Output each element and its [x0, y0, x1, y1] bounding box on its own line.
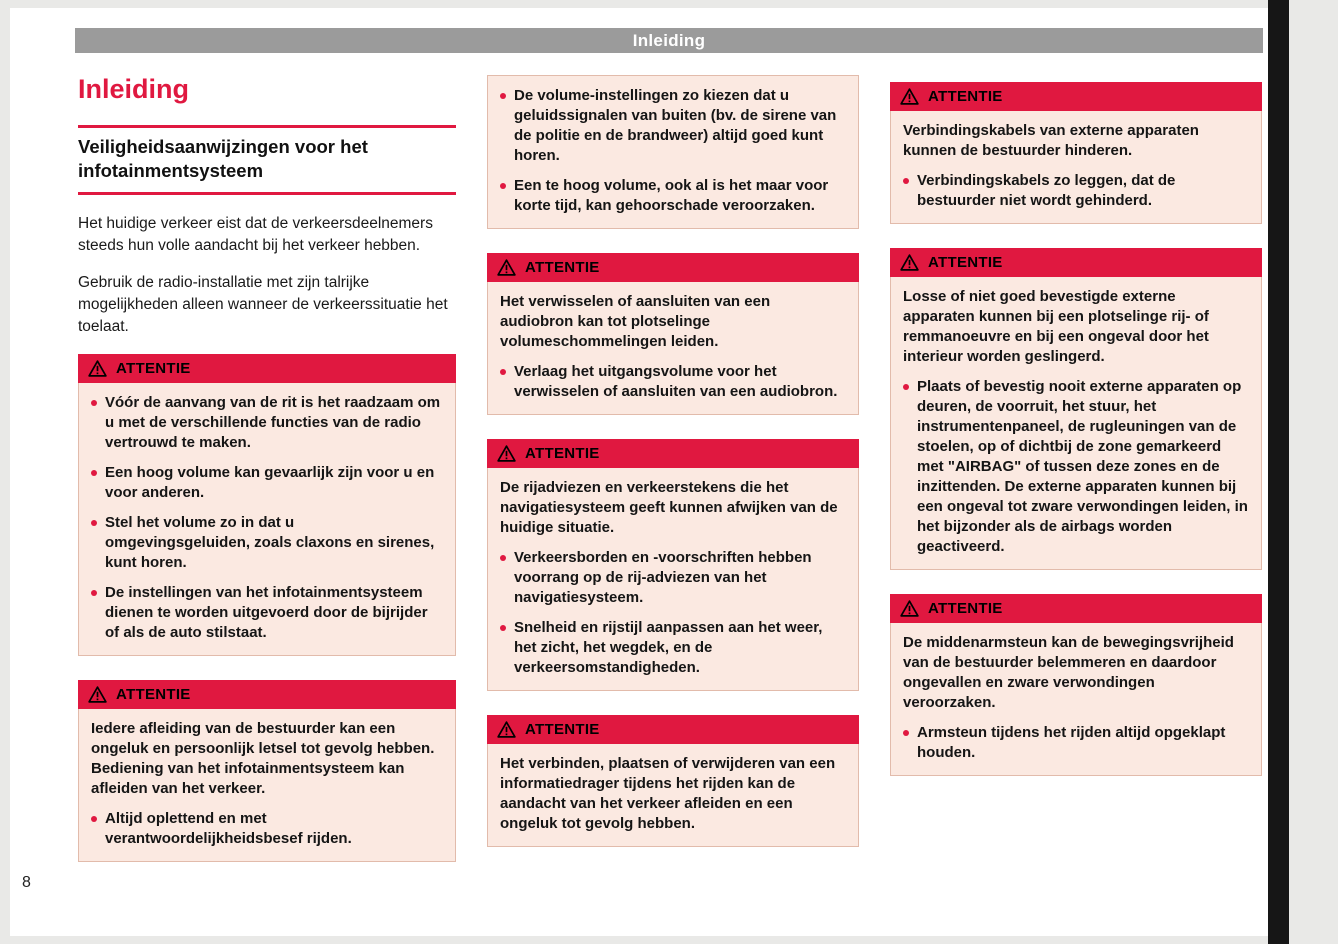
bullet-icon	[91, 400, 97, 406]
warning-bullet-item	[91, 463, 443, 503]
bullet-icon	[500, 369, 506, 375]
warning-triangle-icon	[497, 721, 516, 738]
warning-bullet-item	[500, 86, 846, 166]
warning-text: De rijadviezen en verkeerstekens die het navigatiesysteem geeft kunnen afwijken van de huidige situatie.	[500, 479, 838, 536]
attention-label: ATTENTIE	[928, 88, 1003, 105]
warning-text: Losse of niet goed bevestigde externe apparaten kunnen bij een plotselinge rij- of remmanoeuvre en bij een ongeval door het interieur worden geslingerd.	[903, 288, 1209, 365]
warning-bullet-item	[91, 513, 443, 573]
bullet-icon	[903, 730, 909, 736]
warning-header	[890, 82, 1262, 111]
warning-bullet-item	[91, 809, 443, 849]
warning-box	[487, 75, 859, 229]
warning-text: Verbindingskabels zo leggen, dat de bestuurder niet wordt gehinderd.	[917, 172, 1176, 209]
bullet-icon	[91, 470, 97, 476]
warning-header	[78, 354, 456, 383]
warning-body	[890, 623, 1262, 776]
warning-box	[78, 680, 456, 862]
bullet-icon	[903, 384, 909, 390]
warning-lead-text	[903, 633, 1249, 713]
column-middle	[487, 75, 859, 855]
section-heading-text: Veiligheidsaanwijzingen voor het infotainmentsysteem	[78, 136, 368, 182]
warning-text: Iedere afleiding van de bestuurder kan een ongeluk en persoonlijk letsel tot gevolg hebben. Bediening van het infotainmentsysteem kan afleiden van het verkeer.	[91, 720, 435, 798]
warning-header	[78, 680, 456, 709]
bullet-icon	[91, 816, 97, 822]
warning-body	[487, 744, 859, 847]
warning-header	[487, 439, 859, 468]
paragraph: Het huidige verkeer eist dat de verkeersdeelnemers steeds hun volle aandacht bij het verkeer hebben.	[78, 215, 433, 255]
warning-triangle-icon	[900, 88, 919, 105]
warning-text: Armsteun tijdens het rijden altijd opgeklapt houden.	[917, 724, 1226, 761]
warning-bullet-item	[903, 377, 1249, 557]
warning-body	[487, 75, 859, 229]
warning-box	[487, 253, 859, 415]
attention-label: ATTENTIE	[116, 686, 191, 704]
warning-lead-text	[500, 292, 846, 352]
warning-box	[890, 248, 1262, 570]
page-title: Inleiding	[78, 74, 189, 104]
attention-label: ATTENTIE	[525, 721, 600, 738]
bullet-icon	[91, 590, 97, 596]
section-heading	[78, 125, 456, 195]
warning-triangle-icon	[88, 686, 107, 703]
warning-lead-text	[500, 754, 846, 834]
warning-text: Snelheid en rijstijl aanpassen aan het weer, het zicht, het wegdek, en de verkeersomstandigheden.	[514, 619, 823, 676]
warning-body	[78, 709, 456, 862]
warning-box	[487, 439, 859, 691]
attention-label: ATTENTIE	[525, 259, 600, 276]
warning-lead-text	[500, 478, 846, 538]
warning-text: Het verbinden, plaatsen of verwijderen van een informatiedrager tijdens het rijden kan de aandacht van het verkeer afleiden en een ongeluk tot gevolg hebben.	[500, 755, 836, 832]
warning-body	[78, 383, 456, 656]
bullet-icon	[500, 93, 506, 99]
bullet-icon	[500, 625, 506, 631]
warning-text: Het verwisselen of aansluiten van een audiobron kan tot plotselinge volumeschommelingen leiden.	[500, 293, 771, 350]
warning-text: De instellingen van het infotainmentsysteem dienen te worden uitgevoerd door de bijrijder of als de auto stilstaat.	[105, 584, 428, 642]
warning-text: De volume-instellingen zo kiezen dat u geluidssignalen van buiten (bv. de sirene van de politie en de brandweer) altijd goed kunt horen.	[514, 87, 837, 164]
warning-triangle-icon	[88, 360, 107, 377]
warning-text: Plaats of bevestig nooit externe apparaten op deuren, de voorruit, het stuur, het instrumentenpaneel, de rugleuningen van de stoelen, op of dichtbij de zone gemarkeerd met "AIRBAG" of tussen deze zones en de inzittenden. De externe apparaten kunnen bij een ongeval tot zware verwondingen leiden, in het bijzonder als de airbags worden geactiveerd.	[917, 378, 1248, 555]
warning-text: De middenarmsteun kan de bewegingsvrijheid van de bestuurder belemmeren en daardoor ongevallen en zware verwondingen veroorzaken.	[903, 634, 1234, 711]
warning-header	[487, 253, 859, 282]
warning-text: Stel het volume zo in dat u omgevingsgeluiden, zoals claxons en sirenes, kunt horen.	[105, 514, 435, 572]
warning-lead-text	[903, 287, 1249, 367]
warning-bullet-item	[500, 618, 846, 678]
warning-text: Verkeersborden en -voorschriften hebben voorrang op de rij-adviezen van het navigatiesysteem.	[514, 549, 812, 606]
warning-box	[78, 354, 456, 656]
warning-triangle-icon	[497, 445, 516, 462]
warning-bullet-item	[91, 583, 443, 643]
warning-triangle-icon	[497, 259, 516, 276]
warning-bullet-item	[500, 362, 846, 402]
warning-bullet-item	[500, 176, 846, 216]
warning-bullet-item	[500, 548, 846, 608]
warning-body	[890, 277, 1262, 570]
warning-header	[890, 594, 1262, 623]
attention-label: ATTENTIE	[928, 254, 1003, 271]
attention-label: ATTENTIE	[525, 445, 600, 462]
attention-label: ATTENTIE	[116, 360, 191, 378]
warning-text: Een hoog volume kan gevaarlijk zijn voor u en voor anderen.	[105, 464, 435, 502]
warning-header	[487, 715, 859, 744]
warning-text: Verlaag het uitgangsvolume voor het verwisselen of aansluiten van een audiobron.	[514, 363, 838, 400]
warning-body	[487, 468, 859, 691]
attention-label: ATTENTIE	[928, 600, 1003, 617]
column-left	[78, 74, 456, 870]
warning-bullet-item	[903, 171, 1249, 211]
manual-page	[10, 8, 1268, 936]
bullet-icon	[91, 520, 97, 526]
warning-text: Altijd oplettend en met verantwoordelijkheidsbesef rijden.	[105, 810, 352, 848]
side-tab-marker	[1268, 0, 1289, 944]
paragraph: Gebruik de radio-installatie met zijn talrijke mogelijkheden alleen wanneer de verkeerssituatie het toelaat.	[78, 274, 448, 336]
warning-body	[890, 111, 1262, 224]
warning-header	[890, 248, 1262, 277]
warning-text: Vóór de aanvang van de rit is het raadzaam om u met de verschillende functies van de radio vertrouwd te maken.	[105, 394, 441, 452]
running-header: Inleiding	[75, 28, 1263, 53]
warning-box	[890, 82, 1262, 224]
warning-lead-text	[903, 121, 1249, 161]
page-number: 8	[22, 874, 31, 891]
warning-bullet-item	[903, 723, 1249, 763]
warning-lead-text	[91, 719, 443, 799]
warning-box	[487, 715, 859, 847]
column-right	[890, 82, 1262, 784]
warning-triangle-icon	[900, 600, 919, 617]
warning-bullet-item	[91, 393, 443, 453]
warning-body	[487, 282, 859, 415]
bullet-icon	[903, 178, 909, 184]
warning-text: Een te hoog volume, ook al is het maar voor korte tijd, kan gehoorschade veroorzaken.	[514, 177, 829, 214]
warning-box	[890, 594, 1262, 776]
warning-text: Verbindingskabels van externe apparaten kunnen de bestuurder hinderen.	[903, 122, 1199, 159]
bullet-icon	[500, 555, 506, 561]
warning-triangle-icon	[900, 254, 919, 271]
bullet-icon	[500, 183, 506, 189]
